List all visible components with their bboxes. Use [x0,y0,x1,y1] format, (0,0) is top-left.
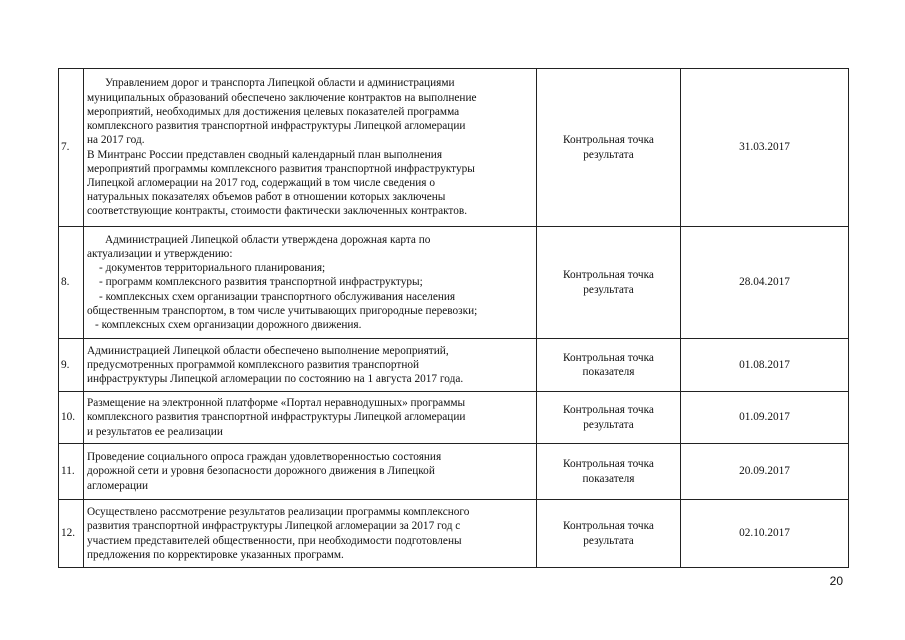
type-line: Контрольная точка [563,351,654,364]
row-number: 7. [59,69,84,227]
description-line: муниципальных образований обеспечено заключение контрактов на выполнение [87,91,477,104]
row-description [84,500,537,568]
table-row [59,444,849,500]
row-description [84,392,537,444]
description-line: натуральных показателях объемов работ в отношении которых заключены [87,191,446,204]
row-description [84,227,537,339]
type-line: результата [583,148,634,161]
description-line: - комплексных схем организации дорожного движения. [95,319,362,331]
description-line: Осуществлено рассмотрение результатов реализации программы комплексного [87,506,470,519]
control-point-date: 20.09.2017 [681,444,849,500]
type-line: результата [583,418,634,431]
control-point-date: 01.08.2017 [681,339,849,392]
description-line: мероприятий программы комплексного развития транспортной инфраструктуры [87,162,475,175]
description-line: актуализации и утверждению: [87,247,233,260]
description-line: комплексного развития транспортной инфраструктуры Липецкой агломерации [87,120,466,133]
description-line: Размещение на электронной платформе «Портал неравнодушных» программы [87,397,466,410]
table-row [59,69,849,227]
type-line: Контрольная точка [563,404,654,417]
description-line: - документов территориального планирования; [99,262,326,275]
control-point-type [537,227,681,339]
description-line: инфраструктуры Липецкой агломерации по состоянию на 1 августа 2017 года. [87,373,464,386]
row-description [84,444,537,500]
description-line: Управлением дорог и транспорта Липецкой области и администрациями [105,77,455,90]
description-line: комплексного развития транспортной инфраструктуры Липецкой агломерации [87,411,466,424]
table-row [59,500,849,568]
row-number: 8. [59,227,84,339]
page-number: 20 [829,574,843,588]
row-number: 12. [59,500,84,568]
description-line: общественным транспортом, в том числе учитывающих пригородные перевозки; [87,304,478,317]
control-point-date: 28.04.2017 [681,227,849,339]
description-line: на 2017 год. [87,134,145,147]
description-line: Администрацией Липецкой области утверждена дорожная карта по [105,233,431,246]
control-points-table [58,68,849,568]
control-point-type [537,444,681,500]
row-description [84,69,537,227]
table-row [59,392,849,444]
description-line: и результатов ее реализации [87,425,223,438]
description-line: мероприятий, необходимых для достижения целевых показателей программа [87,105,460,118]
type-line: Контрольная точка [563,520,654,533]
row-number: 10. [59,392,84,444]
description-line: Проведение социального опроса граждан удовлетворенностью состояния [87,451,442,464]
type-line: результата [583,534,634,547]
document-page [58,68,848,568]
table-row [59,339,849,392]
table-row [59,227,849,339]
description-line: агломерации [87,479,149,492]
row-number: 11. [59,444,84,500]
type-line: показателя [582,366,635,378]
description-line: соответствующие контракты, стоимости фактически заключенных контрактов. [87,205,468,218]
type-line: показателя [582,472,635,485]
description-line: - программ комплексного развития транспортной инфраструктуры; [99,276,423,289]
control-point-date: 02.10.2017 [681,500,849,568]
description-line: дорожной сети и уровня безопасности дорожного движения в Липецкой [87,465,435,478]
type-line: результата [583,283,634,296]
description-line: Липецкой агломерации на 2017 год, содержащий в том числе сведения о [87,176,435,189]
description-line: - комплексных схем организации транспортного обслуживания населения [99,290,456,303]
control-point-type [537,339,681,392]
type-line: Контрольная точка [563,458,654,471]
row-description [84,339,537,392]
type-line: Контрольная точка [563,134,654,147]
type-line: Контрольная точка [563,269,654,282]
description-line: предусмотренных программой комплексного развития транспортной [87,358,420,371]
row-number: 9. [59,339,84,392]
description-line: Администрацией Липецкой области обеспечено выполнение мероприятий, [87,344,449,357]
control-point-date: 31.03.2017 [681,69,849,227]
control-point-type [537,392,681,444]
control-point-date: 01.09.2017 [681,392,849,444]
control-point-type [537,69,681,227]
description-line: развития транспортной инфраструктуры Липецкой агломерации за 2017 год с [87,520,461,533]
control-point-type [537,500,681,568]
description-line: В Минтранс России представлен сводный календарный план выполнения [87,148,443,161]
description-line: предложения по корректировке указанных программ. [87,548,344,561]
description-line: участием представителей общественности, при необходимости подготовлены [87,534,462,547]
